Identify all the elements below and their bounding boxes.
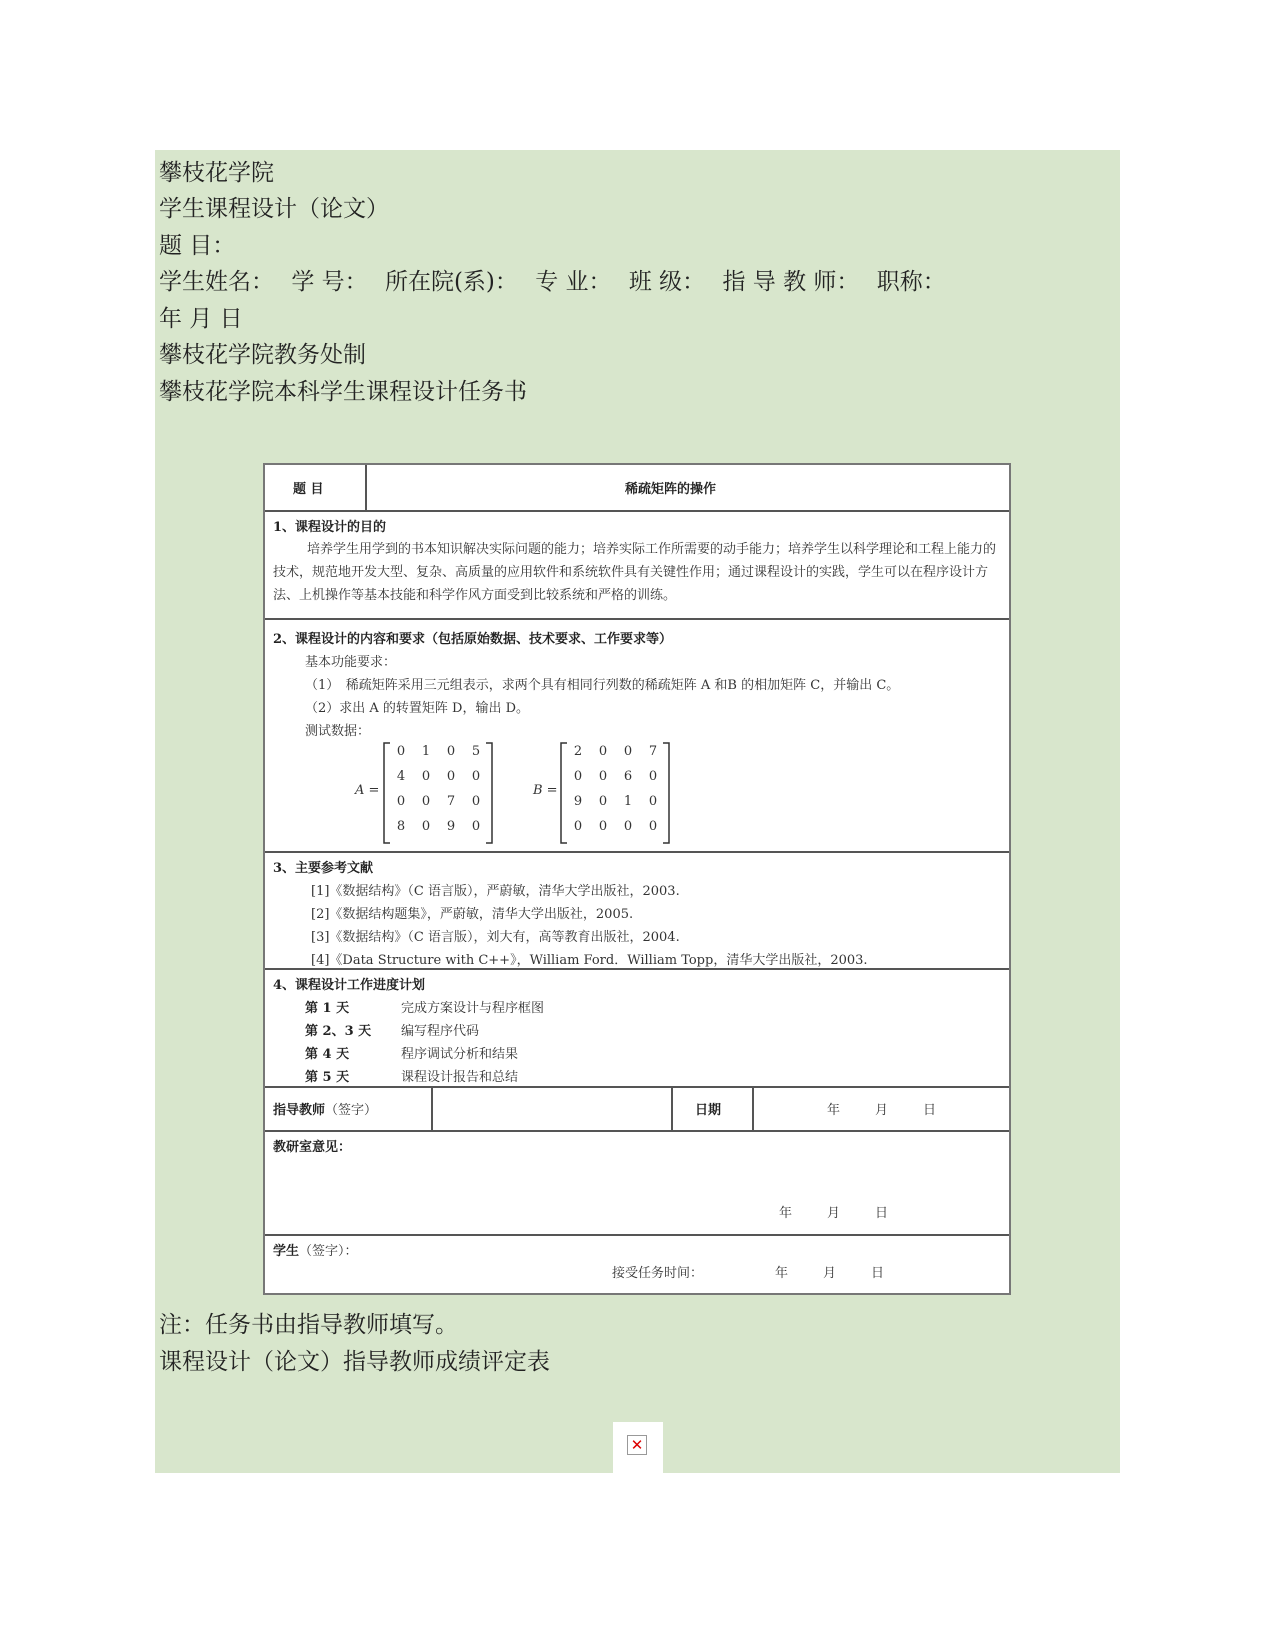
accept-date-year: 年 — [775, 1266, 789, 1281]
taskbook-title: 攀枝花学院本科学生课程设计任务书 — [159, 379, 527, 405]
teacher-date-day: 日 — [923, 1103, 937, 1118]
accept-date-month: 月 — [823, 1266, 837, 1281]
matrix-b-cell: 0 — [573, 819, 583, 834]
matrix-a-cell: 0 — [446, 744, 456, 759]
matrix-b-cell: 1 — [623, 794, 633, 809]
matrix-b-cell: 0 — [648, 819, 658, 834]
matrix-b-label: B = — [533, 783, 558, 798]
section1-heading: 1、课程设计的目的 — [273, 520, 387, 535]
reference-item: [1]《数据结构》（C 语言版），严蔚敏，清华大学出版社，2003. — [311, 884, 680, 899]
field-major: 专 业： — [535, 269, 612, 295]
accept-time-label: 接受任务时间： — [612, 1266, 704, 1281]
student-label: 学生（签字）： — [273, 1244, 358, 1259]
matrix-a — [382, 741, 494, 845]
plan-day: 第 2、3 天 — [305, 1024, 372, 1039]
office-date-day: 日 — [875, 1206, 889, 1221]
matrix-b-cell: 0 — [573, 769, 583, 784]
section-purpose — [265, 510, 1009, 620]
plan-task: 程序调试分析和结果 — [401, 1047, 519, 1062]
teacher-sign-hint: （签字） — [325, 1103, 378, 1118]
student-info-line — [159, 267, 946, 297]
matrix-a-cell: 7 — [446, 794, 456, 809]
matrix-a-cell: 8 — [396, 819, 406, 834]
section-references — [265, 851, 1009, 970]
matrix-b-cell: 0 — [648, 794, 658, 809]
form-title-label: 题 目 — [293, 482, 324, 497]
reference-item: [3]《数据结构》（C 语言版），刘大有，高等教育出版社，2004. — [311, 930, 680, 945]
field-advisor: 指 导 教 师： — [722, 269, 860, 295]
field-department: 所在院(系)： — [384, 269, 518, 295]
teacher-sign-row — [265, 1086, 1009, 1132]
matrix-b-cell: 0 — [623, 744, 633, 759]
office-opinion-row — [265, 1130, 1009, 1236]
section1-text: 培养学生用学到的书本知识解决实际问题的能力；培养实际工作所需要的动手能力；培养学生以科学理论和工程上能力的技术，规范地开发大型、复杂、高质量的应用软件和系统软件具有关键性作用；通过课程设计的实践，学生可以在程序设计方法、上机操作等基本技能和科学作风方面受到比较系统和严格的训练。 — [273, 542, 997, 603]
plan-day: 第 1 天 — [305, 1001, 350, 1016]
matrix-b — [559, 741, 671, 845]
office-date-month: 月 — [827, 1206, 841, 1221]
reference-item: [2]《数据结构题集》，严蔚敏，清华大学出版社，2005. — [311, 907, 634, 922]
matrix-b-cell: 7 — [648, 744, 658, 759]
matrix-a-cell: 0 — [421, 819, 431, 834]
school-name: 攀枝花学院 — [159, 160, 274, 186]
matrix-a-cell: 0 — [471, 819, 481, 834]
section4-heading: 4、课程设计工作进度计划 — [273, 978, 426, 993]
matrix-a-cell: 0 — [421, 769, 431, 784]
document-type: 学生课程设计（论文） — [159, 196, 389, 222]
date-label: 日期 — [695, 1103, 722, 1118]
section2-req1: （1） 稀疏矩阵采用三元组表示，求两个具有相同行列数的稀疏矩阵 A 和B 的相加矩阵 C，并输出 C。 — [305, 678, 900, 693]
plan-day: 第 5 天 — [305, 1070, 350, 1085]
matrix-b-cell: 0 — [598, 794, 608, 809]
date-line: 年 月 日 — [159, 306, 243, 332]
teacher-date-month: 月 — [875, 1103, 889, 1118]
field-student-id: 学 号： — [291, 269, 368, 295]
matrix-a-cell: 5 — [471, 744, 481, 759]
section2-test: 测试数据： — [305, 724, 371, 739]
field-class: 班 级： — [628, 269, 706, 295]
form-title-value: 稀疏矩阵的操作 — [625, 482, 717, 497]
evaluation-title: 课程设计（论文）指导教师成绩评定表 — [159, 1349, 550, 1375]
matrix-b-cell: 0 — [648, 769, 658, 784]
section2-heading: 2、课程设计的内容和要求（包括原始数据、技术要求、工作要求等） — [273, 632, 673, 647]
field-student-name: 学生姓名： — [159, 269, 274, 295]
office-line: 攀枝花学院教务处制 — [159, 342, 366, 368]
matrix-a-label: A = — [355, 783, 380, 798]
matrix-b-cell: 2 — [573, 744, 583, 759]
note-line: 注：任务书由指导教师填写。 — [159, 1312, 458, 1338]
office-opinion-label: 教研室意见： — [273, 1140, 352, 1155]
plan-task: 完成方案设计与程序框图 — [401, 1001, 545, 1016]
plan-task: 课程设计报告和总结 — [401, 1070, 519, 1085]
task-form — [263, 463, 1011, 1295]
teacher-date-year: 年 — [827, 1103, 841, 1118]
matrix-a-cell: 9 — [446, 819, 456, 834]
matrix-b-cell: 0 — [623, 819, 633, 834]
office-date-year: 年 — [779, 1206, 793, 1221]
section2-req2: （2）求出 A 的转置矩阵 D，输出 D。 — [305, 701, 530, 716]
matrix-a-cell: 0 — [421, 794, 431, 809]
plan-task: 编写程序代码 — [401, 1024, 480, 1039]
field-title: 职称： — [876, 269, 946, 295]
student-sign-hint: （签字）： — [299, 1244, 358, 1259]
matrix-a-cell: 0 — [471, 794, 481, 809]
form-title-row — [265, 465, 1009, 512]
section-schedule — [265, 968, 1009, 1088]
matrix-b-cell: 6 — [623, 769, 633, 784]
matrix-a-cell: 4 — [396, 769, 406, 784]
matrix-a-cell: 0 — [396, 794, 406, 809]
matrix-a-cell: 1 — [421, 744, 431, 759]
matrix-a-cell: 0 — [471, 769, 481, 784]
matrix-a-cell: 0 — [396, 744, 406, 759]
broken-image-icon: ✕ — [627, 1435, 647, 1455]
accept-date-day: 日 — [871, 1266, 885, 1281]
matrix-b-cell: 0 — [598, 744, 608, 759]
matrix-b-cell: 9 — [573, 794, 583, 809]
matrix-a-cell: 0 — [446, 769, 456, 784]
plan-day: 第 4 天 — [305, 1047, 350, 1062]
section-content — [265, 618, 1009, 853]
teacher-label: 指导教师（签字） — [273, 1103, 378, 1118]
section3-heading: 3、主要参考文献 — [273, 861, 374, 876]
matrix-b-cell: 0 — [598, 819, 608, 834]
topic-line: 题 目： — [159, 233, 236, 259]
broken-image-placeholder — [613, 1422, 663, 1473]
section2-basic: 基本功能要求： — [305, 655, 397, 670]
reference-item: [4]《Data Structure with C++》，William Ford．William Topp，清华大学出版社，2003. — [311, 953, 868, 968]
student-sign-row — [265, 1234, 1009, 1293]
matrix-b-cell: 0 — [598, 769, 608, 784]
